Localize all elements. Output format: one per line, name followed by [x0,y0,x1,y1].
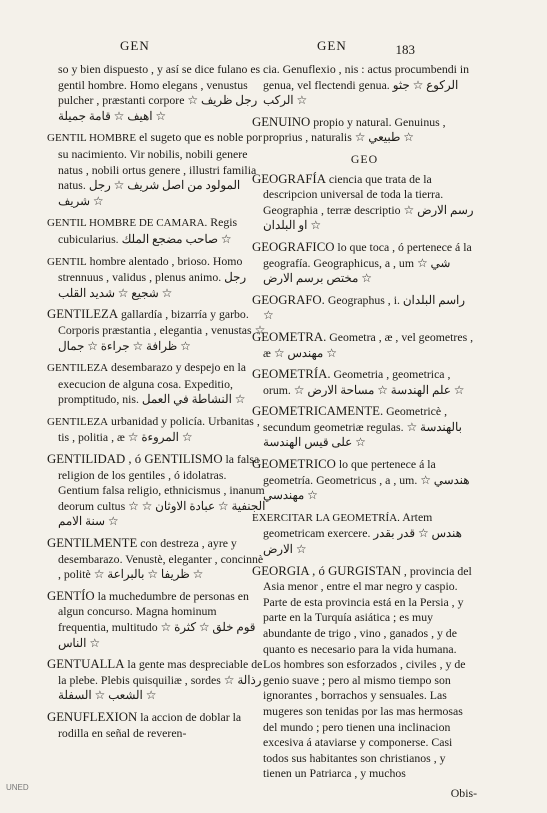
entry-definition: urbanidad y policía. Urbanitas , tis , politia , æ ☆ المروءة ☆ [58,413,260,445]
left-column [47,62,267,747]
entry-headword: GENUFLEXION [47,709,138,724]
dictionary-entry [252,172,477,234]
dictionary-entry [47,307,267,354]
dictionary-entry [47,360,267,408]
entry-headword: GEOGRAFICO [252,239,335,254]
entry-headword: GENTILEZA [47,307,119,322]
entry-headword: GEOMETRICAMENTE. [252,404,384,419]
entry-definition: con destreza , ayre y desembarazo. Venustè, eleganter , concinnè , politè ☆ ظريفا ☆ بالبراعة ☆ [58,536,264,582]
entry-definition: Geometricè , secundum geometriæ regulas. بالهندسة ☆ على قيس الهندسة ☆ [263,404,462,450]
entry-definition: Artem geometricam exercere. هندس ☆ قدر بقدر الارض ☆ [263,509,462,557]
entry-definition: ciencia que trata de la descripcion universal de toda la tierra. Geographia , terræ descriptio ☆ رسم الارض او البلدان ☆ [263,171,474,233]
dictionary-entry [47,536,267,583]
dictionary-entry [252,115,477,146]
running-head-left: GEN [120,38,150,53]
entry-headword: GENTILEZA [47,362,109,375]
entry-headword: GENTUALLA [47,657,125,672]
entry-definition: Regis cubicularius. صاحب مضجع الملك ☆ [58,215,238,246]
dictionary-entry [47,589,267,651]
entry-definition: Geographus , i. راسم البلدان ☆ [263,292,466,323]
dictionary-entry [252,62,477,109]
dictionary-entry [252,510,477,558]
entry-definition: , provincia del Asia menor , entre el mar negro y caspio. Parte de esta provincia está en la Persia , y parte en la Turquía asiática ; es muy abundante de trigo , vino , ganados , y de quanto es necesario para la vida humana. Los hombres son esforzados , civiles , y de genio suave ; pero al mismo tiempo son ignorantes , borrachos y sensuales. Las mugeres son tenidas por las mas hermosas del mundo ; pero tienen una inclinacion excesiva á ataviarse y componerse. Casi todos sus habitantes son christianos , y tienen un Patriarca , y muchos [263,563,472,781]
dictionary-entry [47,215,267,247]
entry-headword: GENTILMENTE [47,536,138,551]
entry-definition: gallardía , bizarría y garbo. Corporis præstantia , elegantia , venustas ☆ ظرافة ☆ جراءة ☆ جمال ☆ [58,307,266,353]
entry-headword: GENTIL HOMBRE [47,132,137,145]
right-column [252,62,477,813]
entry-headword: GEORGIA , ó GURGISTAN [252,563,401,578]
dictionary-entry [47,254,267,302]
dictionary-entry [252,457,477,504]
entry-definition: so y bien dispuesto , y así se dice fulano es gentil hombre. Homo elegans , venustus pulcher , præstanti corpore ☆ رجل ظريف اهيف ☆ قامة جميلة ☆ [58,62,261,123]
page-number: 183 [395,42,415,57]
entry-definition: la gente mas despreciable de la plebe. Plebis quisquiliæ , sordes ☆ رذالة الشعب ☆ السفلة ☆ [58,657,263,703]
running-head-middle: GEN [317,38,347,53]
dictionary-entry [47,657,267,704]
entry-headword: GENTIL HOMBRE DE CAMARA. [47,217,208,230]
entry-definition: desembarazo y despejo en la execucion de alguna cosa. Expeditio, promptitudo, nis. النشاطة في العمل ☆ [58,360,246,407]
entry-definition: la accion de doblar la rodilla en señal de reveren- [58,709,242,740]
dictionary-entry [252,240,477,287]
entry-headword: GEOGRAFÍA [252,171,326,186]
entry-headword: GENUINO [252,114,311,129]
entry-headword: GENTILEZA [47,415,109,428]
entry-definition: Geometria , geometrica , orum. ☆ علم الهندسة ☆ مساحة الارض ☆ [263,367,465,397]
entry-definition: propio y natural. Genuinus , proprius , naturalis ☆ طبيعي ☆ [263,114,446,145]
section-heading: GEO [350,151,379,166]
entry-definition: lo que toca , ó pertenece á la geografía. Geographicus, a , um ☆ شي مختص برسم الارض ☆ [263,239,472,286]
dictionary-entry [47,62,267,124]
dictionary-entry [252,293,477,324]
dictionary-entry [252,404,477,451]
entry-headword: GENTILIDAD , ó GENTILISMO [47,452,223,467]
entry-definition: Geometra , æ , vel geometres , æ ☆ مهندس ☆ [263,329,474,360]
dictionary-entry [47,414,267,446]
dictionary-entry [47,452,267,530]
catchword: Obis- [450,785,477,800]
dictionary-entry [47,710,267,741]
entry-headword: GENTIL [47,255,87,268]
entry-definition: lo que pertenece á la geometría. Geometricus , a , um. هندسي ☆ مهندسي ☆ [263,457,470,503]
entry-headword: EXERCITAR LA GEOMETRÍA. [252,511,400,524]
dictionary-entry [252,564,477,782]
entry-headword: GEOMETRÍA. [252,367,331,382]
library-watermark: UNED [6,783,29,792]
entry-headword: GEOMETRICO [252,457,336,472]
entry-headword: GENTÍO [47,588,95,603]
entry-headword: GEOGRAFO. [252,292,325,307]
entry-definition: el sugeto que es noble por su nacimiento. Vir nobilis, nobili genere natus , nobili ortus genere , illustri familia natus. المولود من اصل شريف ☆ رجل شريف ☆ [58,130,262,208]
dictionary-entry [252,367,477,398]
dictionary-entry [47,130,267,209]
entry-definition: cia. Genuflexio , nis : actus procumbendi in genua, vel flectendi genua. الركوع ☆ جثو الركب ☆ [263,62,470,108]
dictionary-entry [252,330,477,361]
entry-definition: hombre alentado , brioso. Homo strennuus , validus , plenus animo. رجل شجيع ☆ شديد القلب ☆ [58,253,247,300]
entry-definition: la falsa religion de los gentiles , ó idolatras. Gentium falsa religio, ethnicismus , inanum deorum cultus ☆ الجنفية ☆ عبادة الاوثان ☆ سنة الامم ☆ [58,452,266,529]
entry-headword: GEOMETRA. [252,329,327,344]
entry-definition: la muchedumbre de personas en algun concurso. Magna hominum frequentia, multitudo ☆ قوم خلق ☆ كثرة الناس ☆ [58,588,256,650]
